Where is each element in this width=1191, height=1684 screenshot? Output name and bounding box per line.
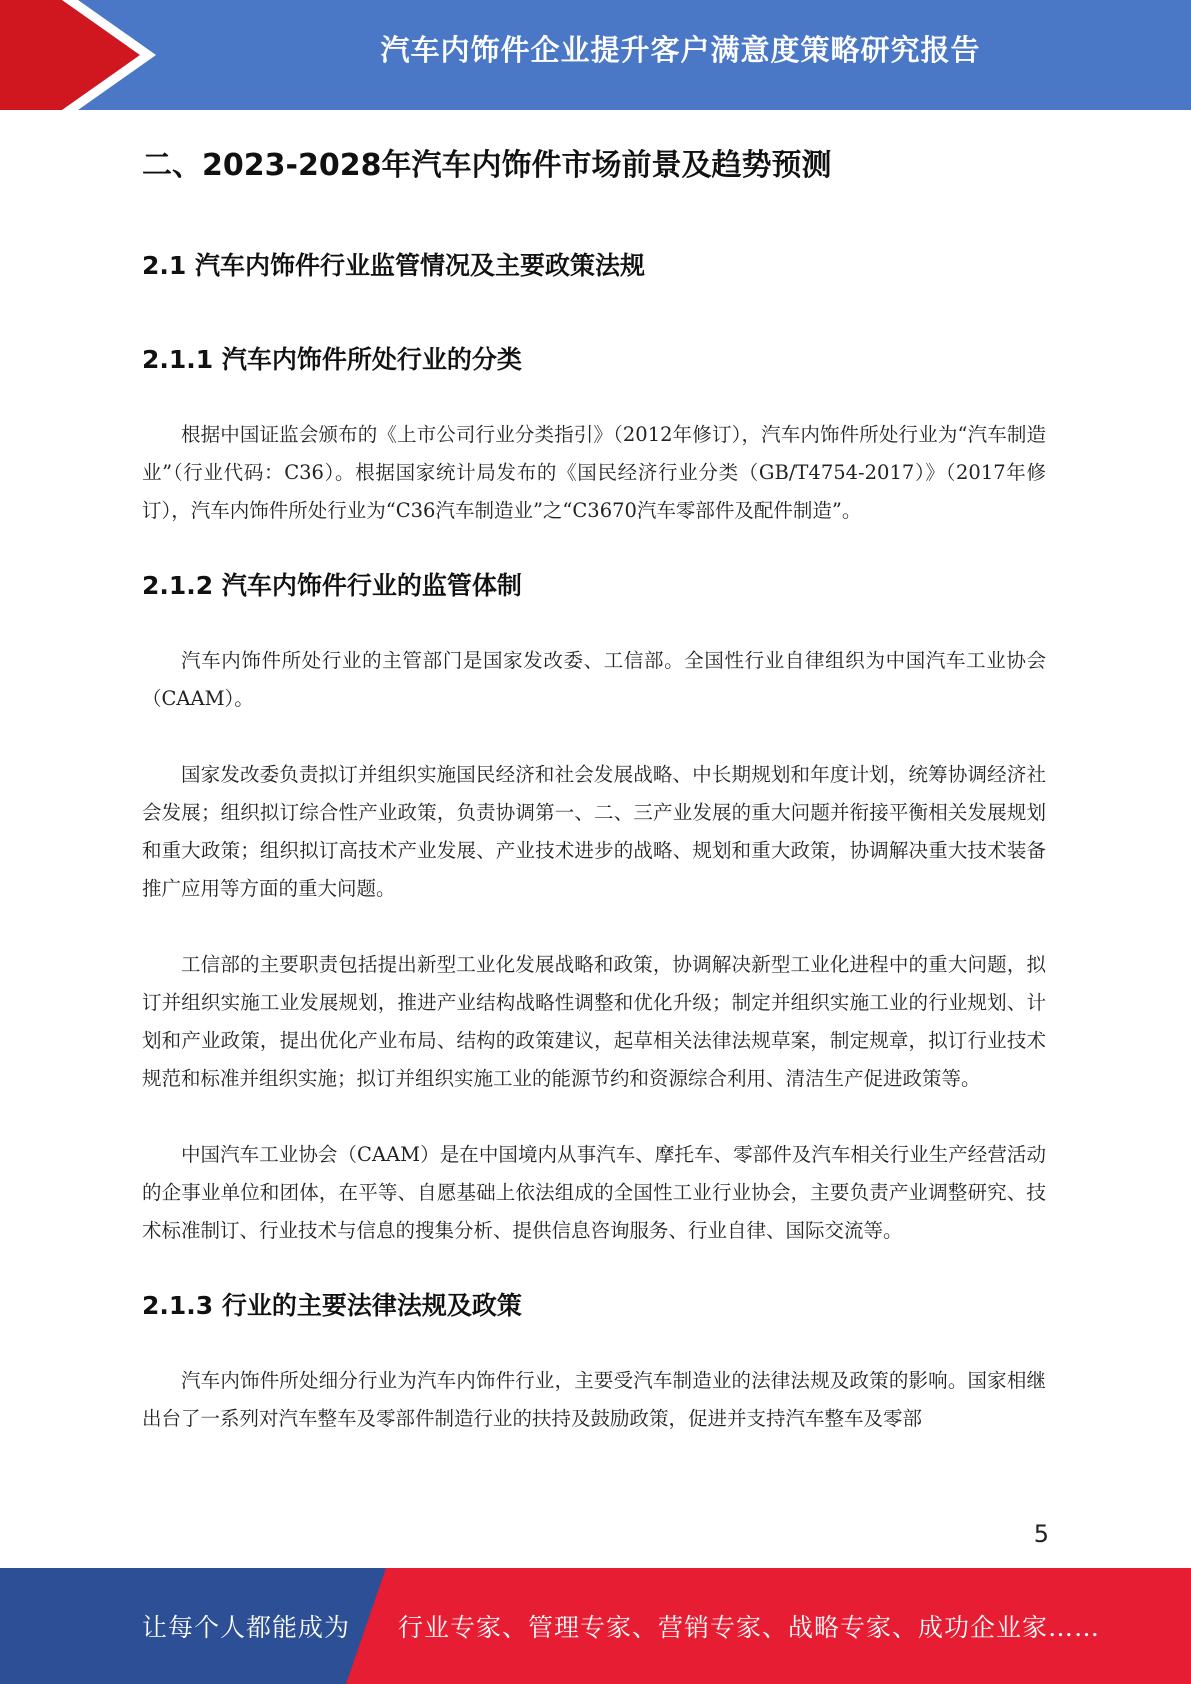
page-footer (0, 1568, 1191, 1684)
subsection-heading-2-1-3: 2.1.3 行业的主要法律法规及政策 (142, 1291, 522, 1320)
subsection-heading-2-1-1: 2.1.1 汽车内饰件所处行业的分类 (142, 345, 522, 374)
section-heading-2-1: 2.1 汽车内饰件行业监管情况及主要政策法规 (142, 251, 645, 280)
header-arrow-decoration (0, 0, 160, 110)
footer-slogan-left: 让每个人都能成为 (142, 1613, 351, 1642)
footer-slogan-right: 行业专家、管理专家、营销专家、战略专家、成功企业家…… (398, 1613, 1101, 1642)
paragraph: 国家发改委负责拟订并组织实施国民经济和社会发展战略、中长期规划和年度计划，统筹协调经济社会发展；组织拟订综合性产业政策，负责协调第一、二、三产业发展的重大问题并衔接平衡相关发展规划和重大政策；组织拟订高技术产业发展、产业技术进步的战略、规划和重大政策，协调解决重大技术装备推广应用等方面的重大问题。 (142, 763, 1046, 900)
chapter-title: 二、2023-2028年汽车内饰件市场前景及趋势预测 (142, 148, 832, 183)
paragraph: 根据中国证监会颁布的《上市公司行业分类指引》（2012年修订），汽车内饰件所处行业为“汽车制造业”（行业代码：C36）。根据国家统计局发布的《国民经济行业分类（GB/T4754-2017）》（2017年修订），汽车内饰件所处行业为“C36汽车制造业”之“C3670汽车零部件及配件制造”。 (142, 423, 1046, 522)
subsection-heading-2-1-2: 2.1.2 汽车内饰件行业的监管体制 (142, 571, 522, 600)
page-header (0, 0, 1191, 110)
paragraph: 汽车内饰件所处细分行业为汽车内饰件行业，主要受汽车制造业的法律法规及政策的影响。国家相继出台了一系列对汽车整车及零部件制造行业的扶持及鼓励政策，促进并支持汽车整车及零部 (142, 1369, 1046, 1430)
paragraph: 汽车内饰件所处行业的主管部门是国家发改委、工信部。全国性行业自律组织为中国汽车工业协会（CAAM）。 (142, 649, 1046, 710)
report-title: 汽车内饰件企业提升客户满意度策略研究报告 (380, 33, 981, 67)
paragraph: 中国汽车工业协会（CAAM）是在中国境内从事汽车、摩托车、零部件及汽车相关行业生产经营活动的企事业单位和团体，在平等、自愿基础上依法组成的全国性工业行业协会，主要负责产业调整研究、技术标准制订、行业技术与信息的搜集分析、提供信息咨询服务、行业自律、国际交流等。 (142, 1143, 1046, 1242)
document-body (142, 128, 1046, 1438)
paragraph: 工信部的主要职责包括提出新型工业化发展战略和政策，协调解决新型工业化进程中的重大问题，拟订并组织实施工业发展规划，推进产业结构战略性调整和优化升级；制定并组织实施工业的行业规划、计划和产业政策，提出优化产业布局、结构的政策建议，起草相关法律法规草案，制定规章，拟订行业技术规范和标准并组织实施；拟订并组织实施工业的能源节约和资源综合利用、清洁生产促进政策等。 (142, 953, 1046, 1090)
page-number: 5 (1033, 1520, 1049, 1548)
